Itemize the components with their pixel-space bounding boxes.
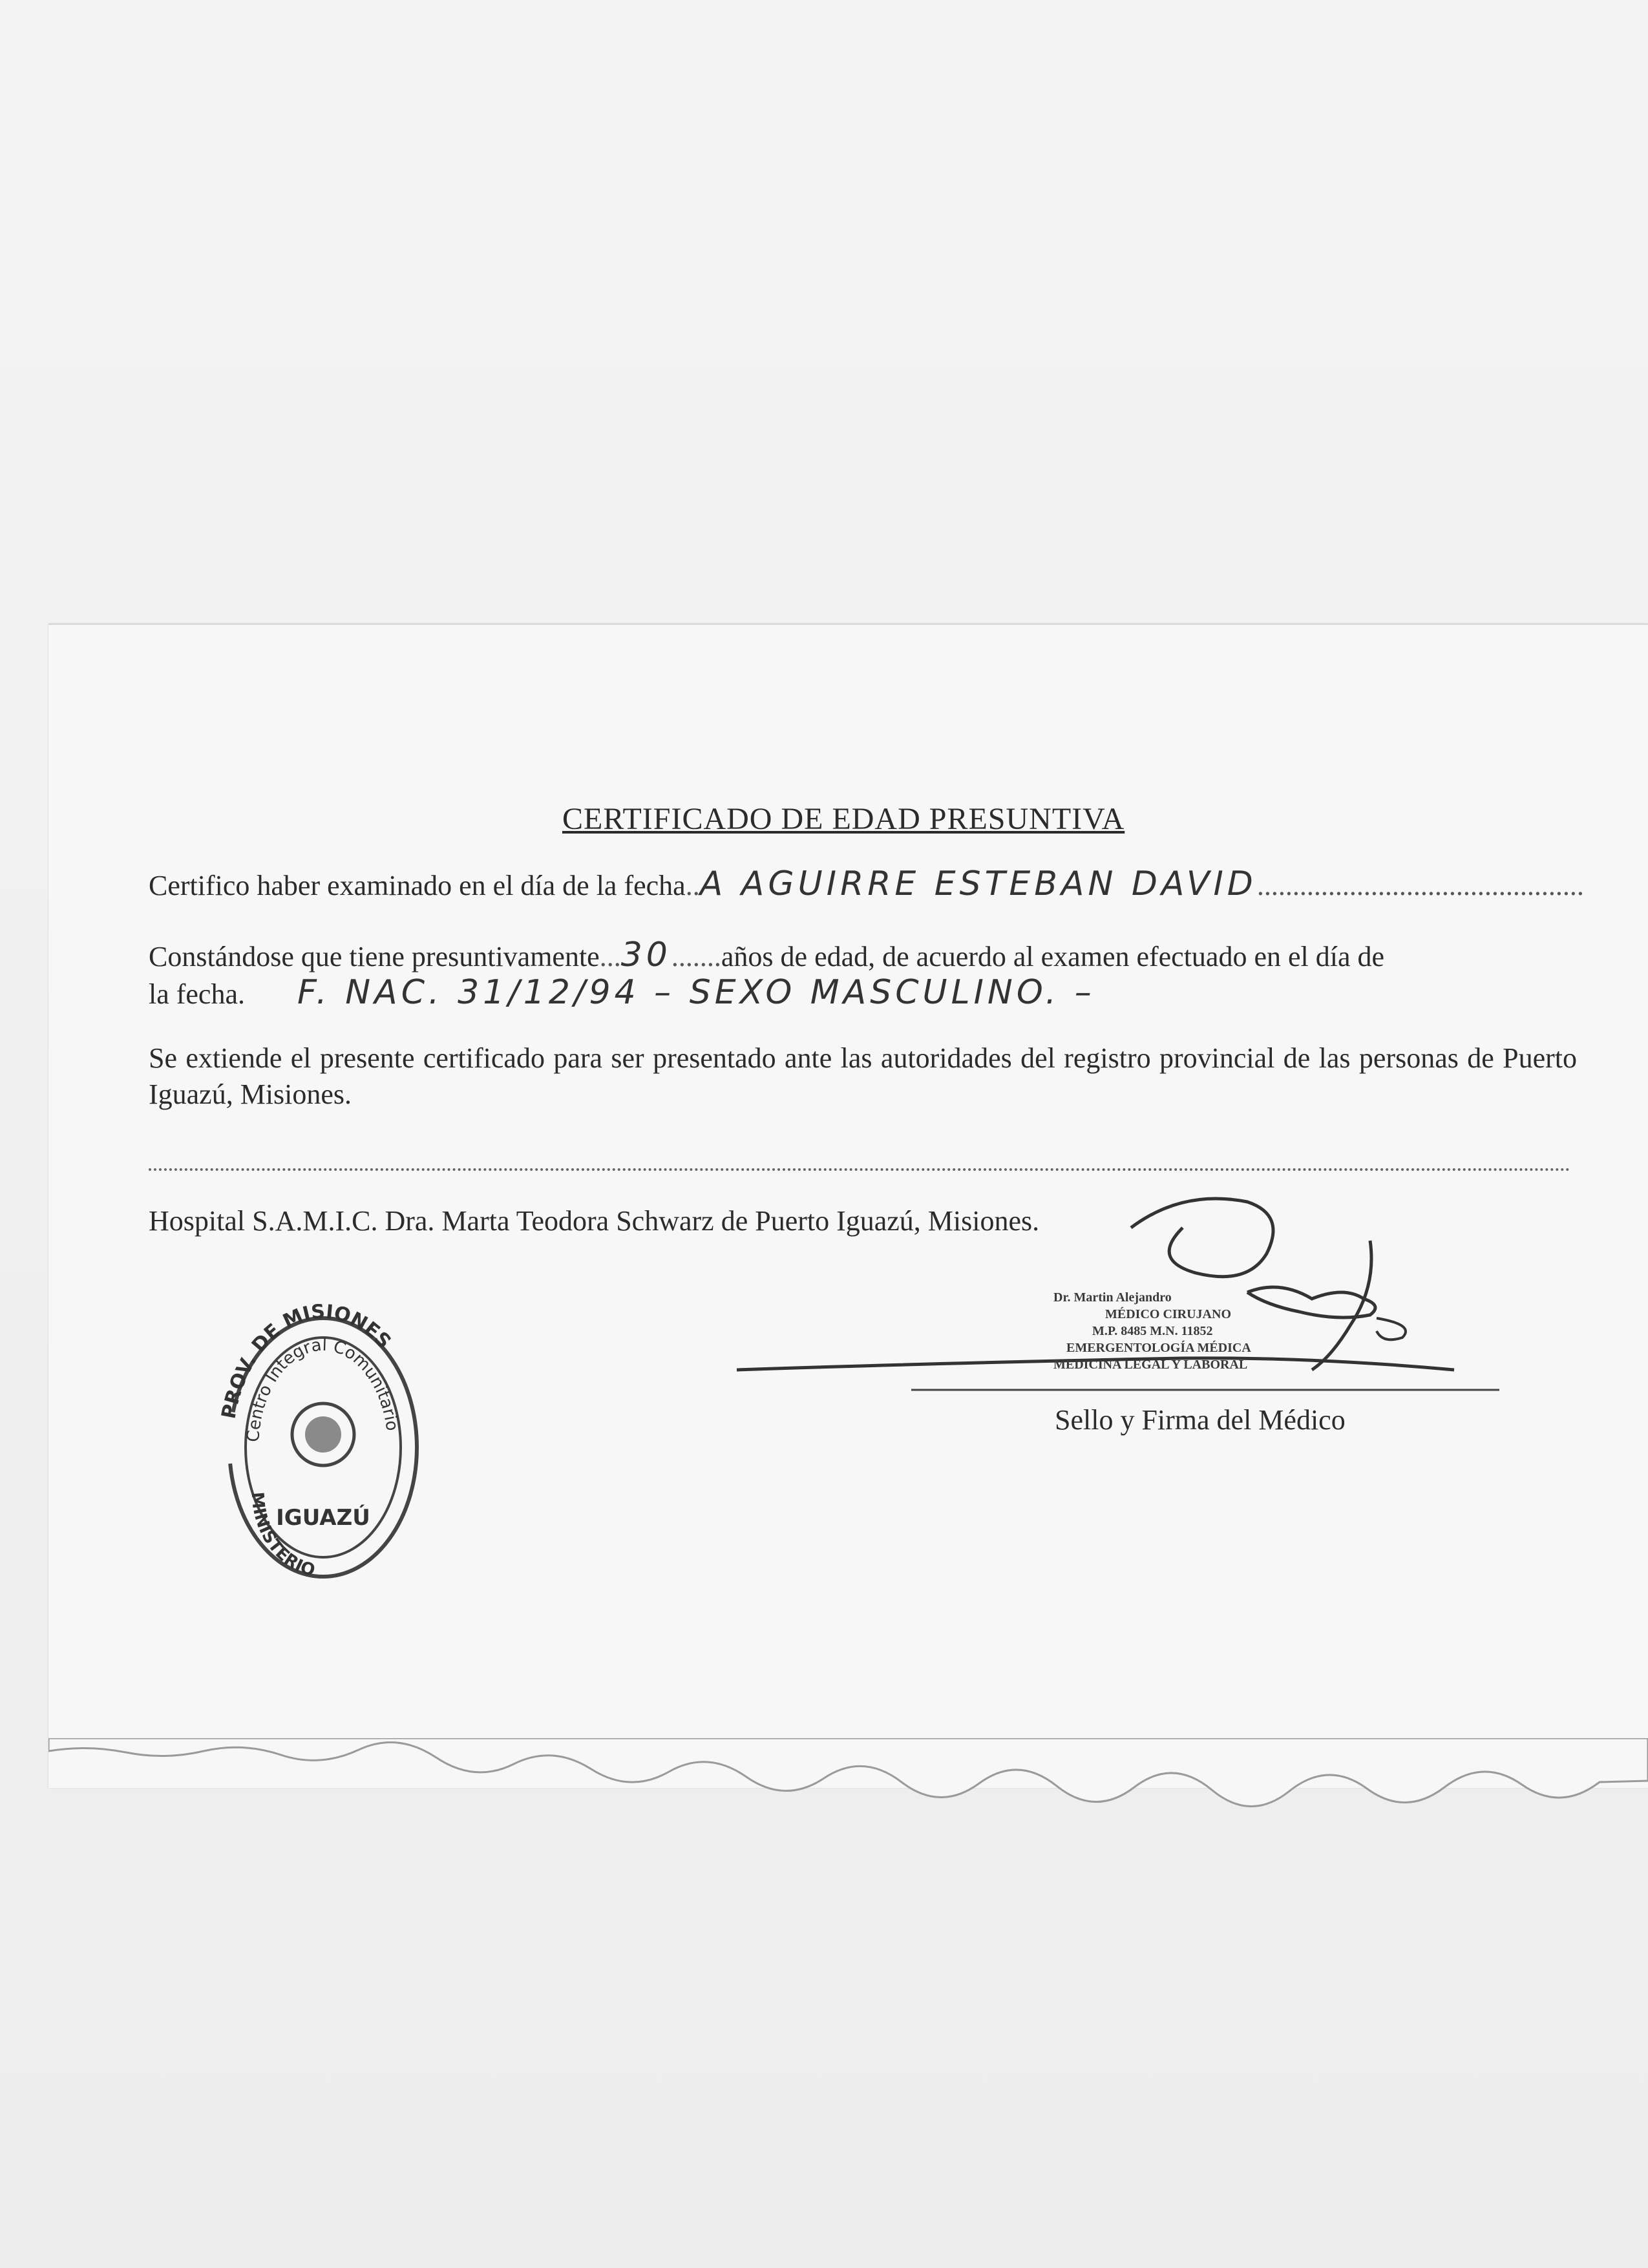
patient-name-handwritten: A AGUIRRE ESTEBAN DAVID — [699, 865, 1257, 903]
torn-paper-edge — [48, 1738, 1648, 1816]
examined-line: Certifico haber examinado en el día de la fecha..A AGUIRRE ESTEBAN DAVID.............................................. — [149, 865, 1584, 903]
age-handwritten: 30 — [620, 936, 671, 974]
seal-top-text: PROV. DE MISIONES — [217, 1300, 396, 1421]
date-label: la fecha. — [149, 978, 245, 1010]
doctor-role: MÉDICO CIRUJANO — [1105, 1307, 1231, 1321]
age-suffix: años de edad, de acuerdo al examen efectuado en el día de — [721, 941, 1385, 972]
examined-label: Certifico haber examinado en el día de la fecha — [149, 870, 686, 901]
hospital-seal — [207, 1299, 439, 1596]
doctor-registration: M.P. 8485 M.N. 11852 — [1092, 1324, 1213, 1338]
signature-rule — [911, 1388, 1499, 1392]
date-line — [149, 974, 1577, 1013]
seal-bottom-text: IGUAZÚ — [276, 1505, 370, 1531]
dotted-rule — [149, 1168, 1570, 1171]
seal-inner-text: Centro Integral Comunitario — [244, 1335, 402, 1443]
doctor-specialty-2: MEDICINA LEGAL Y LABORAL — [1053, 1358, 1248, 1372]
certificate-title: CERTIFICADO DE EDAD PRESUNTIVA — [562, 802, 1125, 836]
age-line: Constándose que tiene presuntivamente...30.......años de edad, de acuerdo al examen efectuado en el día de — [149, 936, 1385, 974]
seal-outer-bottom-text: MINISTERIO — [247, 1491, 317, 1581]
signature-caption: Sello y Firma del Médico — [1055, 1404, 1346, 1436]
doctor-name: Dr. Martin Alejandro — [1053, 1290, 1172, 1305]
purpose-paragraph: Se extiende el presente certificado para ser presentado ante las autoridades del registro provincial de las personas de Puerto Iguazú, Misiones. — [149, 1042, 1577, 1110]
hospital-line: Hospital S.A.M.I.C. Dra. Marta Teodora Schwarz de Puerto Iguazú, Misiones. — [149, 1205, 1040, 1237]
birthdate-sex-handwritten: F. NAC. 31/12/94 – SEXO MASCULINO. – — [297, 973, 1095, 1012]
doctor-stamp — [1053, 1289, 1325, 1373]
age-label: Constándose que tiene presuntivamente — [149, 941, 600, 972]
doctor-specialty-1: EMERGENTOLOGÍA MÉDICA — [1066, 1341, 1251, 1355]
